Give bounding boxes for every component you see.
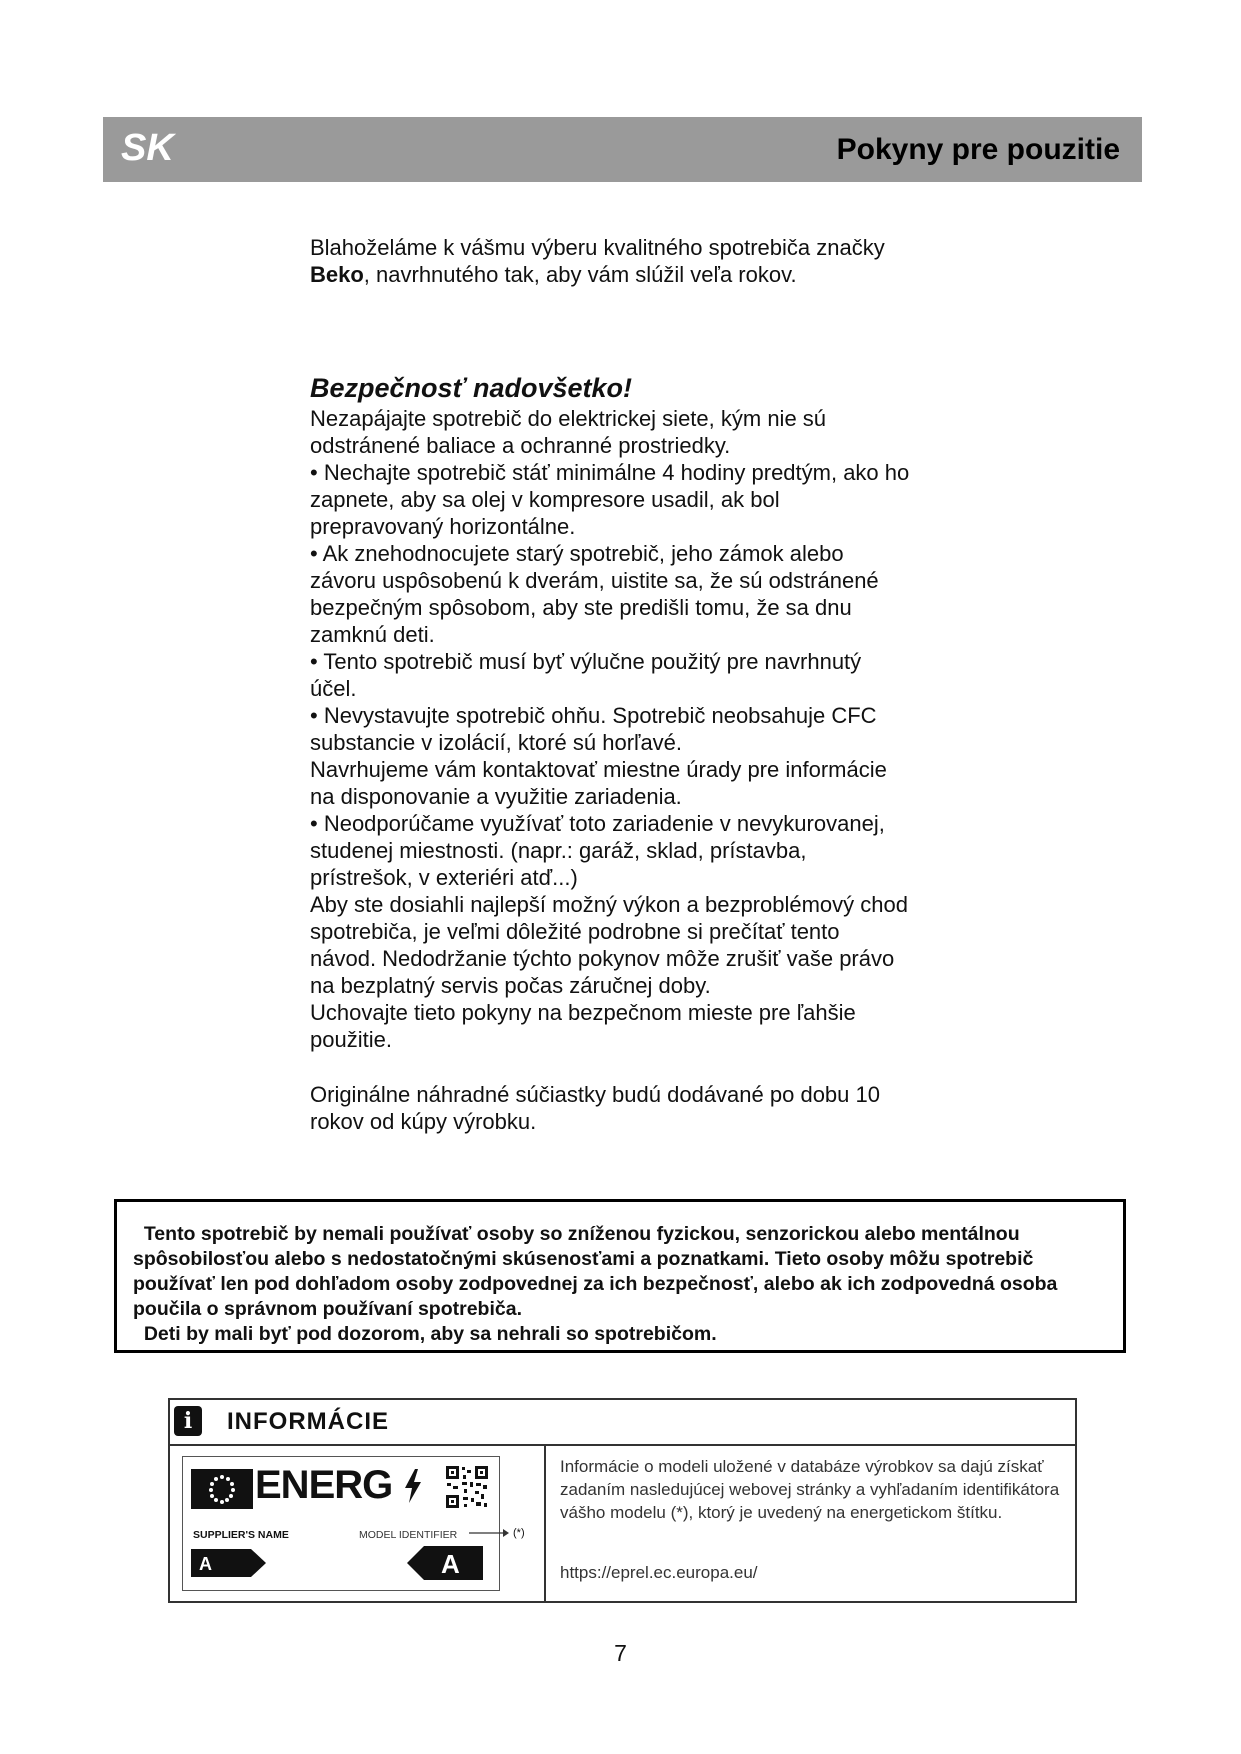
safety-paragraph: • Ak znehodnocujete starý spotrebič, jeho zámok alebo závoru uspôsobenú k dverám, uistite sa, že sú odstránené bezpečným spôsobom, aby ste predišli tomu, že sa dnu zamknú deti. — [310, 541, 879, 647]
svg-text:A: A — [441, 1549, 460, 1579]
safety-paragraph: Aby ste dosiahli najlepší možný výkon a bezproblémový chod spotrebiča, je veľmi dôležité podrobne si prečítať tento návod. Nedodržanie týchto pokynov môže zrušiť vaše právo na bezplatný servis počas záručnej doby. — [310, 892, 908, 998]
info-title: INFORMÁCIE — [227, 1408, 389, 1435]
page-number: 7 — [614, 1640, 627, 1666]
brand-name: Beko — [310, 262, 364, 287]
info-header — [170, 1400, 1075, 1446]
info-icon: i — [174, 1406, 202, 1436]
qr-code-icon — [445, 1465, 489, 1509]
safety-paragraph: • Neodporúčame využívať toto zariadenie v nevykurovanej, studenej miestnosti. (napr.: garáž, sklad, prístavba, prístrešok, v exteriéri atď...) — [310, 811, 885, 890]
safety-heading: Bezpečnosť nadovšetko! — [310, 373, 633, 403]
svg-text:A: A — [199, 1554, 212, 1574]
header-bar — [103, 117, 1142, 182]
info-divider — [544, 1444, 546, 1601]
energy-class-arrow-left — [191, 1549, 266, 1577]
intro-text-end: , navrhnutého tak, aby vám slúžil veľa rokov. — [363, 262, 797, 287]
model-identifier-label: MODEL IDENTIFIER — [359, 1529, 458, 1541]
safety-paragraph: • Nechajte spotrebič stáť minimálne 4 hodiny predtým, ako ho zapnete, aby sa olej v kompresore usadil, ak bol prepravovaný horizontálne. — [310, 460, 910, 539]
safety-paragraph: • Nevystavujte spotrebič ohňu. Spotrebič neobsahuje CFC substancie v izolácií, ktoré sú horľavé. — [310, 703, 877, 755]
intro-text: Blahoželáme k vášmu výberu kvalitného spotrebiča značky — [310, 235, 885, 260]
warning-children-text: Deti by mali byť pod dozorom, aby sa nehrali so spotrebičom. — [143, 1323, 717, 1345]
safety-paragraph: Uchovajte tieto pokyny na bezpečnom mieste pre ľahšie použitie. — [310, 1000, 856, 1052]
safety-instructions — [310, 405, 910, 1053]
arrow-right-icon — [469, 1527, 509, 1542]
safety-paragraph: • Tento spotrebič musí byť výlučne použitý pre navrhnutý účel. — [310, 649, 862, 701]
supplier-name-label: SUPPLIER'S NAME — [193, 1529, 289, 1541]
intro-paragraph — [310, 234, 910, 288]
lightning-icon — [403, 1469, 423, 1511]
energy-label-illustration — [182, 1456, 525, 1591]
warning-text: Tento spotrebič by nemali používať osoby so zníženou fyzickou, senzorickou alebo mentálnou spôsobilosťou alebo s nedostatočnými skúsenosťami a poznatkami. Tieto osoby môžu spotrebič používať len pod dohľadom osoby zodpovednej za ich bezpečnosť, alebo ak ich zodpovedná osoba poučila o správnom používaní spotrebiča. — [133, 1223, 1058, 1320]
info-description: Informácie o modeli uložené v databáze výrobkov sa dajú získať zadaním nasledujúcej webovej stránky a vyhľadaním identifikátora vášho modelu (*), ktorý je uvedený na energetickom štítku. — [560, 1457, 1060, 1522]
safety-paragraph: Navrhujeme vám kontaktovať miestne úrady pre informácie na disponovanie a využitie zariadenia. — [310, 757, 887, 809]
eu-flag-icon — [191, 1469, 253, 1509]
spare-parts-note: Originálne náhradné súčiastky budú dodávané po dobu 10 rokov od kúpy výrobku. — [310, 1082, 880, 1134]
safety-paragraph: Nezapájajte spotrebič do elektrickej siete, kým nie sú odstránené baliace a ochranné prostriedky. — [310, 406, 827, 458]
model-reference-mark: (*) — [513, 1527, 525, 1539]
energy-label-word: ENERG — [255, 1463, 393, 1507]
info-box — [168, 1398, 1077, 1603]
warning-box — [114, 1199, 1126, 1353]
page-title: Pokyny pre pouzitie — [836, 133, 1120, 166]
language-code: SK — [121, 127, 174, 169]
energy-class-arrow-right — [407, 1546, 483, 1580]
eprel-link[interactable]: https://eprel.ec.europa.eu/ — [560, 1563, 758, 1582]
